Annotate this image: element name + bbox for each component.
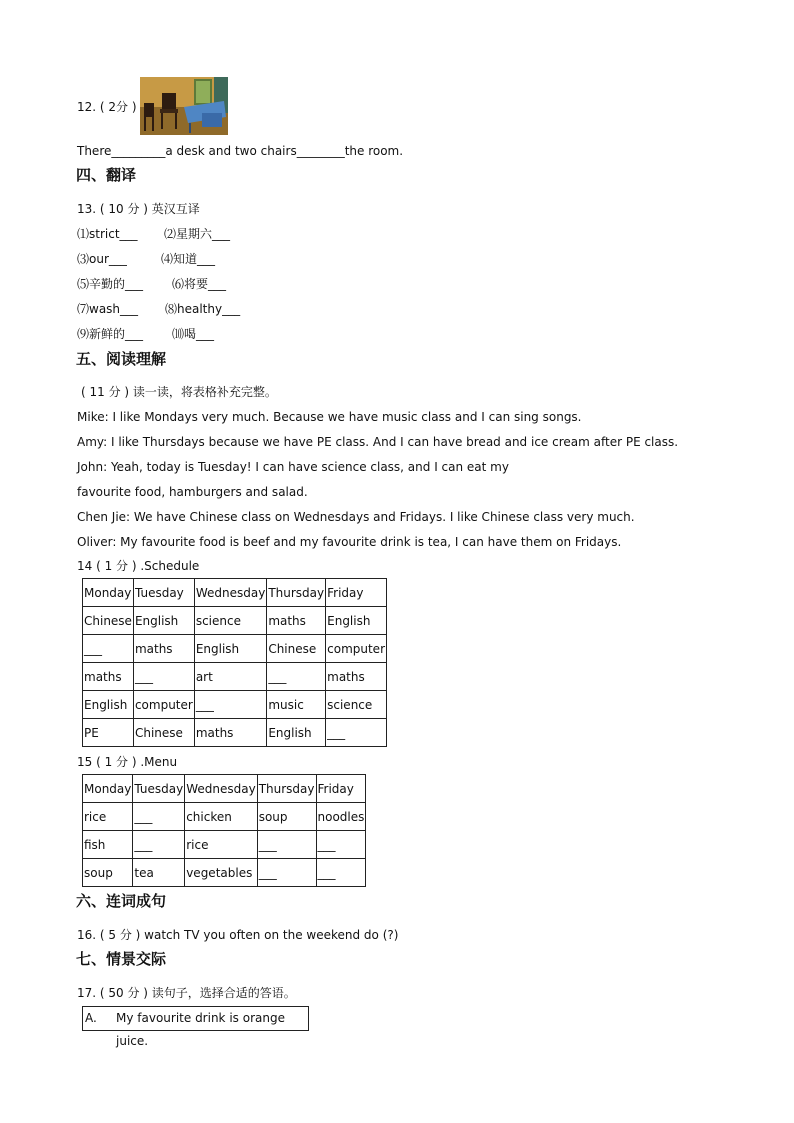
table-row (83, 803, 366, 831)
table-cell: Friday (316, 775, 366, 803)
table-cell: ___ (133, 803, 185, 831)
table-cell: Wednesday (185, 775, 257, 803)
table-cell: Monday (83, 579, 134, 607)
table-cell: chicken (185, 803, 257, 831)
table-cell: ___ (133, 663, 194, 691)
section-4-heading: 四、翻译 (76, 166, 137, 184)
translation-item-5: ⑸辛勤的___ (77, 277, 144, 291)
translation-item-7: ⑺wash___ (77, 302, 139, 316)
table-cell: maths (83, 663, 134, 691)
translation-item-6: ⑹将要___ (172, 277, 227, 291)
table-row (83, 775, 366, 803)
table-cell: Tuesday (133, 579, 194, 607)
schedule-table (82, 578, 387, 747)
table-cell: ___ (194, 691, 266, 719)
question-16-text: 16. ( 5 分 ) watch TV you often on the weekend do (?) (77, 928, 399, 942)
translation-item-3: ⑶our___ (77, 252, 127, 266)
table-cell: science (326, 691, 387, 719)
table-row (83, 859, 366, 887)
reading-line-mike: Mike: I like Mondays very much. Because we have music class and I can sing songs. (77, 410, 582, 424)
table-cell: Friday (326, 579, 387, 607)
table-cell: English (194, 635, 266, 663)
menu-table (82, 774, 366, 887)
table-cell: ___ (316, 831, 366, 859)
reading-line-oliver: Oliver: My favourite food is beef and my favourite drink is tea, I can have them on Fridays. (77, 535, 622, 549)
table-cell: English (326, 607, 387, 635)
table-cell: Chinese (133, 719, 194, 747)
table-cell: noodles (316, 803, 366, 831)
table-cell: maths (194, 719, 266, 747)
table-cell: Wednesday (194, 579, 266, 607)
answer-option-a (82, 1006, 309, 1048)
reading-line-john-cont: favourite food, hamburgers and salad. (77, 485, 308, 499)
option-letter: A. (85, 1011, 97, 1025)
table-row (83, 831, 366, 859)
translation-item-2: ⑵星期六___ (164, 227, 231, 241)
table-cell: English (267, 719, 326, 747)
table-cell: fish (83, 831, 133, 859)
section-7-heading: 七、情景交际 (76, 950, 167, 968)
table-cell: ___ (316, 859, 366, 887)
table-cell: computer (133, 691, 194, 719)
reading-line-john: John: Yeah, today is Tuesday! I can have science class, and I can eat my (77, 460, 509, 474)
question-12-sentence: There_________a desk and two chairs________the room. (77, 144, 404, 158)
table-row (83, 719, 387, 747)
table-cell: Monday (83, 775, 133, 803)
table-cell: art (194, 663, 266, 691)
translation-item-9: ⑼新鲜的___ (77, 327, 144, 341)
table-cell: ___ (267, 663, 326, 691)
section-5-heading: 五、阅读理解 (76, 350, 167, 368)
translation-item-1: ⑴strict___ (77, 227, 138, 241)
table-cell: Thursday (257, 775, 316, 803)
table-cell: maths (133, 635, 194, 663)
table-cell: maths (326, 663, 387, 691)
translation-item-10: ⑽喝___ (172, 327, 215, 341)
table-cell: tea (133, 859, 185, 887)
table-cell: soup (257, 803, 316, 831)
table-cell: vegetables (185, 859, 257, 887)
table-cell: ___ (257, 859, 316, 887)
table-cell: ___ (83, 635, 134, 663)
reading-instruction: ( 11 分 ) 读一读，将表格补充完整。 (81, 385, 277, 399)
question-13-header: 13. ( 10 分 ) 英汉互译 (77, 202, 200, 216)
table-cell: PE (83, 719, 134, 747)
option-text: My favourite drink is orange juice. (116, 1011, 285, 1048)
table-cell: Chinese (267, 635, 326, 663)
question-17-header: 17. ( 50 分 ) 读句子，选择合适的答语。 (77, 986, 296, 1000)
table-cell: soup (83, 859, 133, 887)
table-row (83, 579, 387, 607)
table-cell: rice (83, 803, 133, 831)
table-cell: Tuesday (133, 775, 185, 803)
table-cell: maths (267, 607, 326, 635)
table-cell: Thursday (267, 579, 326, 607)
table-cell: English (133, 607, 194, 635)
table-cell: computer (326, 635, 387, 663)
table-cell: rice (185, 831, 257, 859)
table-cell: science (194, 607, 266, 635)
reading-line-amy: Amy: I like Thursdays because we have PE class. And I can have bread and ice cream after PE class. (77, 435, 679, 449)
question-14-label: 14 ( 1 分 ) .Schedule (77, 559, 200, 573)
table-cell: ___ (326, 719, 387, 747)
table-cell: ___ (257, 831, 316, 859)
question-12-number: 12. ( 2分 ) (77, 100, 137, 114)
table-cell: ___ (133, 831, 185, 859)
translation-item-4: ⑷知道___ (161, 252, 216, 266)
table-cell: music (267, 691, 326, 719)
table-cell: Chinese (83, 607, 134, 635)
table-row (83, 607, 387, 635)
table-cell: English (83, 691, 134, 719)
translation-item-8: ⑻healthy___ (165, 302, 241, 316)
question-15-label: 15 ( 1 分 ) .Menu (77, 755, 178, 769)
reading-line-chenjie: Chen Jie: We have Chinese class on Wednesdays and Fridays. I like Chinese class very much. (77, 510, 635, 524)
table-row (83, 663, 387, 691)
room-picture (140, 77, 228, 135)
section-6-heading: 六、连词成句 (76, 892, 167, 910)
table-row (83, 691, 387, 719)
table-row (83, 635, 387, 663)
